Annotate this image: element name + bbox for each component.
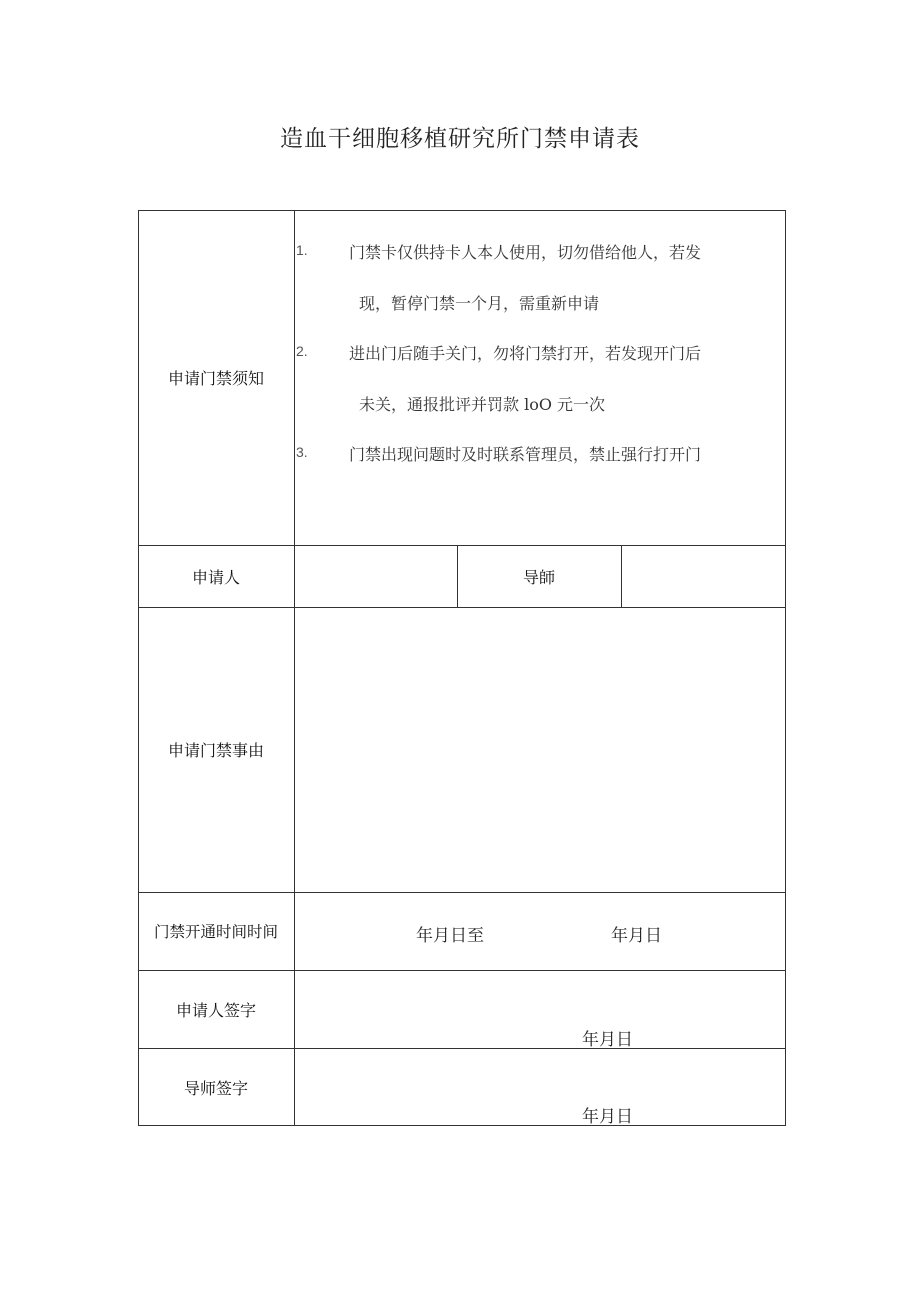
notice-text: 门禁卡仅供持卡人本人使用，切勿借给他人，若发 xyxy=(349,243,702,262)
notice-label: 申请门禁须知 xyxy=(167,369,264,388)
advisor-signature-date[interactable]: 年月日 xyxy=(582,1107,633,1127)
notice-text: 进出门后随手关门，勿将门禁打开，若发现开门后 xyxy=(349,344,702,363)
applicant-signature-date[interactable]: 年月日 xyxy=(582,1030,633,1050)
reason-label: 申请门禁事由 xyxy=(167,741,264,760)
period-start-date[interactable]: 年月日至 xyxy=(416,926,484,946)
advisor-label: 导師 xyxy=(522,567,555,587)
access-period-label: 门禁开通时间时间 xyxy=(153,923,278,941)
column-divider xyxy=(294,210,295,1126)
applicant-label: 申请人 xyxy=(191,567,240,587)
notice-number: 1. xyxy=(296,242,308,258)
page-title: 造血干细胞移植研究所门禁申请表 xyxy=(280,126,640,152)
period-end-date[interactable]: 年月日 xyxy=(611,926,662,946)
notice-number: 2. xyxy=(296,343,308,359)
column-divider xyxy=(621,545,622,607)
notice-number: 3. xyxy=(296,444,308,460)
advisor-signature-label: 导师签字 xyxy=(183,1078,248,1098)
notice-text: 现，暂停门禁一个月，需重新申请 xyxy=(359,294,600,313)
notice-text: 未关，通报批评并罚款 loO 元一次 xyxy=(359,395,606,414)
notice-text: 门禁出现问题时及时联系管理员，禁止强行打开门 xyxy=(349,445,702,464)
applicant-signature-label: 申请人签字 xyxy=(175,1000,256,1020)
